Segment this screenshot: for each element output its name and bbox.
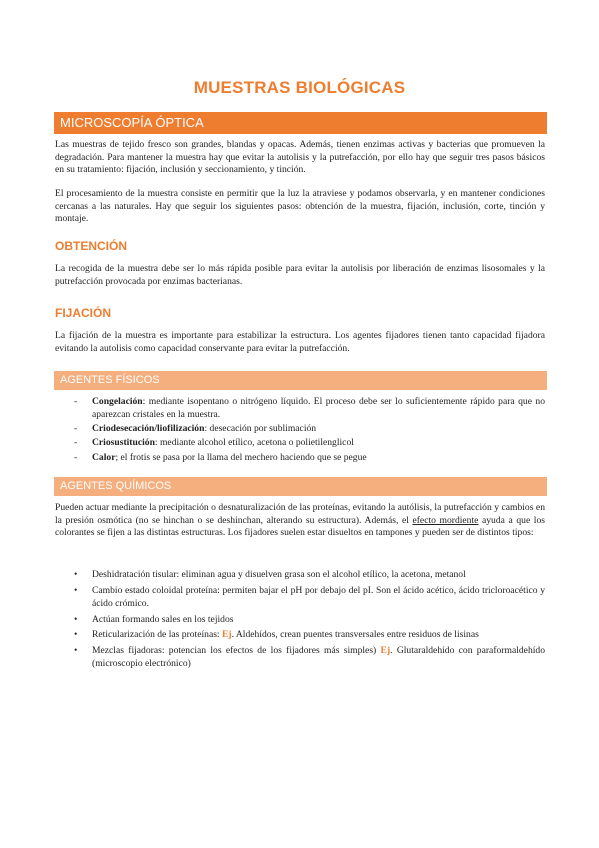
list-item: Actúan formando sales en los tejidos bbox=[92, 614, 234, 625]
list-item: Deshidratación tisular: eliminan agua y disuelven grasa son el alcohol etílico, la acetona, metanol bbox=[92, 569, 466, 580]
list-item bbox=[92, 423, 545, 436]
list-item-term: Criosustitución bbox=[92, 437, 155, 448]
page-title: MUESTRAS BIOLÓGICAS bbox=[193, 78, 406, 97]
bullet-icon: • bbox=[74, 585, 78, 596]
bullet-icon: • bbox=[74, 569, 78, 580]
fijacion-heading: FIJACIÓN bbox=[55, 306, 112, 320]
list-marker: - bbox=[74, 437, 78, 448]
list-item-text: ; el frotis se pasa por la llama del mechero haciendo que se pegue bbox=[115, 452, 367, 463]
quimicos-text-a: Pueden actuar mediante la precipitación o desnaturalización de las proteínas, evitando la autólisis, la putrefacción y cambios en la presión osmótica (no se hinchan o se deshinchan, alterando su estructura). Además, el bbox=[55, 502, 545, 526]
list-marker: - bbox=[74, 396, 78, 407]
list-item-text: . Aldehídos, crean puentes transversales entre residuos de lisinas bbox=[231, 629, 479, 640]
efecto-mordiente-term: efecto mordiente bbox=[412, 514, 479, 526]
ej-label: Ej bbox=[222, 629, 232, 640]
list-item-text: Mezclas fijadoras: potencian los efectos de los fijadores más simples) bbox=[92, 645, 381, 656]
list-item bbox=[92, 396, 545, 421]
bullet-icon: • bbox=[74, 629, 78, 640]
intro-paragraph-1: Las muestras de tejido fresco son grandes, blandas y opacas. Además, tienen enzimas activas y bacterias que promueven la degradación. Para mantener la muestra hay que evitar la autolisis y la putrefacción, por ello hay que seguir tres pasos básicos en su tratamiento: fijación, inclusión y seccionamiento, y tinción. bbox=[55, 139, 545, 175]
fijacion-paragraph: La fijación de la muestra es importante para estabilizar la estructura. Los agentes fijadores tienen tanto capacidad fijadora evitando la autolisis como capacidad conservante para evitar la putrefacción. bbox=[55, 330, 545, 354]
list-item-term: Calor bbox=[92, 452, 116, 463]
obtencion-paragraph: La recogida de la muestra debe ser lo más rápida posible para evitar la autolisis por liberación de enzimas lisosomales y la putrefacción provocada por enzimas bacterianas. bbox=[55, 263, 545, 287]
quimicos-paragraph bbox=[55, 502, 545, 540]
list-item: Cambio estado coloidal proteína: permiten bajar el pH por debajo del pI. Son el ácido acético, ácido tricloroacético y ácido crómico. bbox=[92, 585, 545, 609]
list-item-text: Reticularización de las proteínas: bbox=[92, 629, 222, 640]
list-item bbox=[92, 629, 545, 642]
list-marker: - bbox=[74, 452, 78, 463]
list-item-term: Criodesecación/liofilización bbox=[92, 423, 205, 434]
list-item-text: . Glutaraldehído con paraformaldehído (microscopio electrónico) bbox=[92, 645, 546, 669]
list-item bbox=[92, 452, 545, 465]
bullet-icon: • bbox=[74, 614, 78, 625]
list-item-term: Congelación bbox=[92, 396, 143, 407]
list-item bbox=[92, 645, 545, 670]
list-marker: - bbox=[74, 423, 78, 434]
section-heading: MICROSCOPÍA ÓPTICA bbox=[54, 112, 547, 134]
list-item-text: : mediante alcohol etílico, acetona o polietilenglicol bbox=[154, 437, 354, 448]
list-item-text: : mediante isopentano o nitrógeno líquido. El proceso debe ser lo suficientemente rápido para que no aparezcan cristales en la muestra. bbox=[92, 396, 545, 420]
obtencion-heading: OBTENCIÓN bbox=[55, 239, 127, 253]
bullet-icon: • bbox=[74, 645, 78, 656]
list-item bbox=[92, 437, 545, 450]
list-item-text: : desecación por sublimación bbox=[204, 423, 317, 434]
quimicos-text-b: ayuda a que los colorantes se fijen a las distintas estructuras. Los fijadores suelen estar disueltos en tampones y pueden ser de distintos tipos: bbox=[55, 514, 545, 538]
intro-paragraph-2: El procesamiento de la muestra consiste en permitir que la luz la atraviese y podamos observarla, y en mantener condiciones cercanas a las naturales. Hay que seguir los siguientes pasos: obtención de la muestra, fijación, inclusión, corte, tinción y montaje. bbox=[55, 188, 545, 224]
ej-label: Ej bbox=[380, 645, 391, 656]
agentes-fisicos-heading: AGENTES FÍSICOS bbox=[54, 371, 547, 390]
agentes-quimicos-heading: AGENTES QUÍMICOS bbox=[54, 477, 547, 496]
